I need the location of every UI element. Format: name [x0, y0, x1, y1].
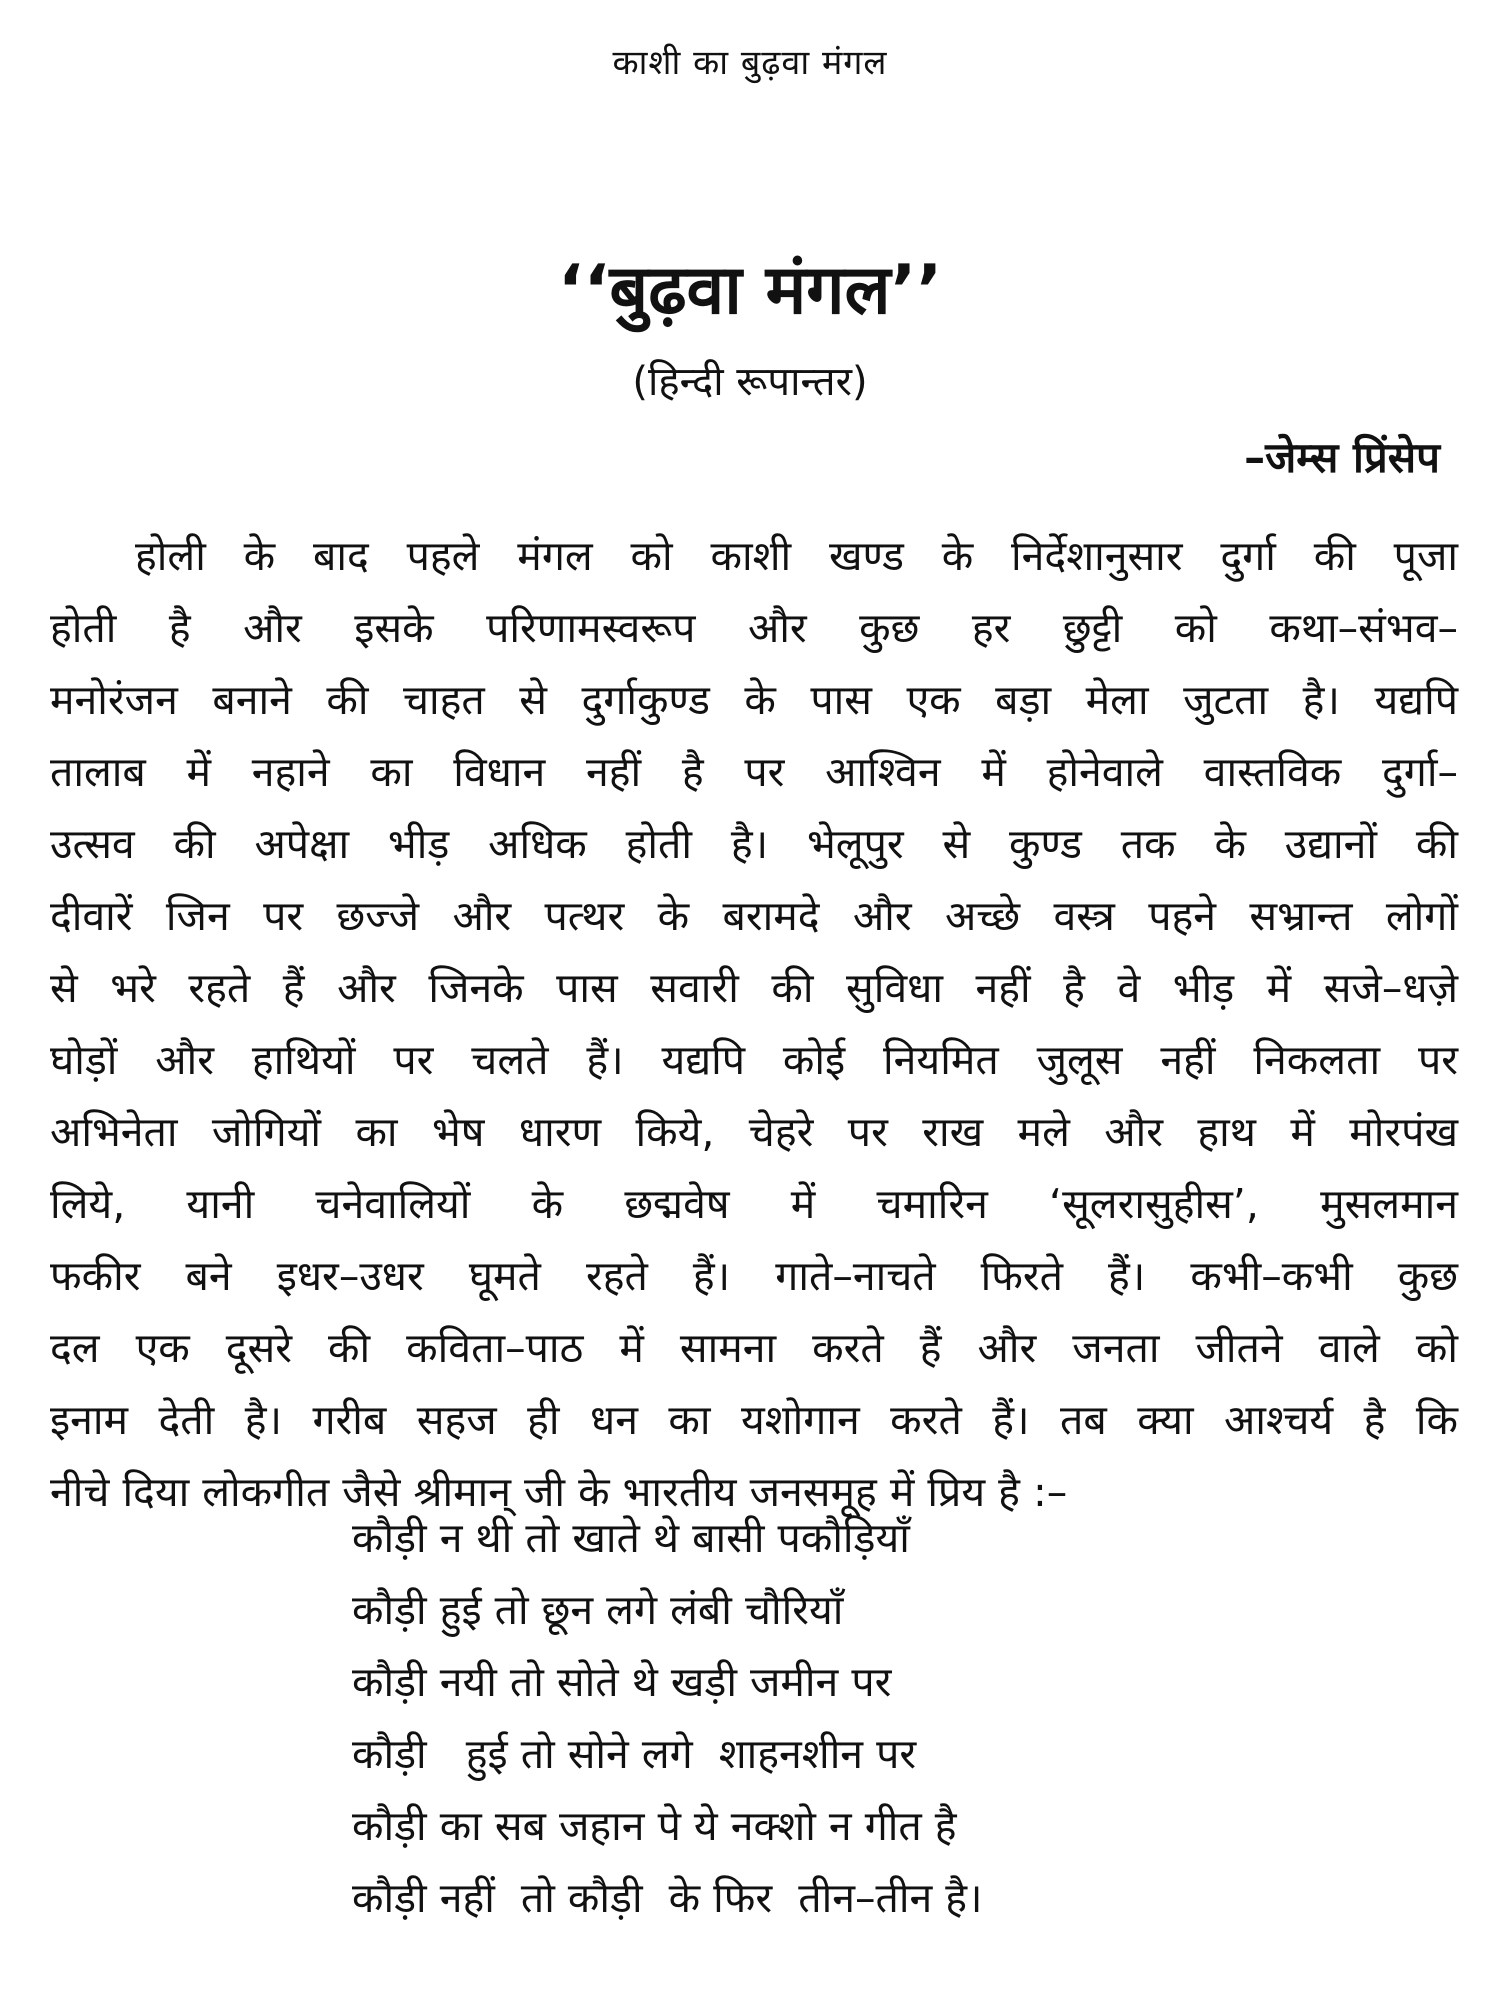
verse-line: कौड़ी का सब जहान पे ये नक्शो न गीत है	[352, 1802, 957, 1850]
verse-line: कौड़ी हुई तो छून लगे लंबी चौरियाँ	[352, 1586, 844, 1634]
paragraph-line: लिये, यानी चनेवालियों के छद्मवेष में चमारिन ‘सूलरासुहीस’, मुसलमान	[50, 1180, 1458, 1228]
article-subtitle: (हिन्दी रूपान्तर)	[632, 359, 868, 405]
paragraph-line: होली के बाद पहले मंगल को काशी खण्ड के निर्देशानुसार दुर्गा की पूजा	[135, 532, 1458, 580]
folk-song-verse	[352, 1502, 1172, 1934]
paragraph-line: नीचे दिया लोकगीत जैसे श्रीमान् जी के भारतीय जनसमूह में प्रिय है :–	[50, 1468, 1068, 1516]
paragraph-line: मनोरंजन बनाने की चाहत से दुर्गाकुण्ड के पास एक बड़ा मेला जुटता है। यद्यपि	[50, 676, 1458, 724]
paragraph-line: फकीर बने इधर–उधर घूमते रहते हैं। गाते–नाचते फिरते हैं। कभी–कभी कुछ	[50, 1252, 1458, 1300]
paragraph-line: दल एक दूसरे की कविता–पाठ में सामना करते हैं और जनता जीतने वाले को	[50, 1324, 1458, 1372]
paragraph-line: उत्सव की अपेक्षा भीड़ अधिक होती है। भेलूपुर से कुण्ड तक के उद्यानों की	[50, 820, 1458, 868]
paragraph-line: इनाम देती है। गरीब सहज ही धन का यशोगान करते हैं। तब क्या आश्चर्य है कि	[50, 1396, 1458, 1444]
verse-line: कौड़ी न थी तो खाते थे बासी पकौड़ियाँ	[352, 1514, 910, 1562]
verse-line: कौड़ी नहीं तो कौड़ी के फिर तीन–तीन है।	[352, 1874, 983, 1922]
paragraph-line: से भरे रहते हैं और जिनके पास सवारी की सुविधा नहीं है वे भीड़ में सजे–धज़े	[50, 964, 1458, 1012]
paragraph-line: घोड़ों और हाथियों पर चलते हैं। यद्यपि कोई नियमित जुलूस नहीं निकलता पर	[50, 1036, 1458, 1084]
author-name: –जेम्स प्रिंसेप	[1244, 433, 1440, 482]
paragraph-line: तालाब में नहाने का विधान नहीं है पर आश्विन में होनेवाले वास्तविक दुर्गा–	[50, 748, 1458, 796]
article-title: ‘‘बुढ़वा मंगल’’	[557, 251, 943, 330]
paragraph-line: दीवारें जिन पर छज्जे और पत्थर के बरामदे और अच्छे वस्त्र पहने सभ्रान्त लोगों	[50, 892, 1458, 940]
running-header: काशी का बुढ़वा मंगल	[612, 43, 888, 83]
verse-line: कौड़ी नयी तो सोते थे खड़ी जमीन पर	[352, 1658, 892, 1706]
paragraph-line: अभिनेता जोगियों का भेष धारण किये, चेहरे पर राख मले और हाथ में मोरपंख	[50, 1108, 1458, 1156]
paragraph-line: होती है और इसके परिणामस्वरूप और कुछ हर छुट्टी को कथा–संभव–	[50, 604, 1458, 652]
body-paragraph	[50, 520, 1458, 1528]
verse-line: कौड़ी हुई तो सोने लगे शाहनशीन पर	[352, 1730, 917, 1778]
